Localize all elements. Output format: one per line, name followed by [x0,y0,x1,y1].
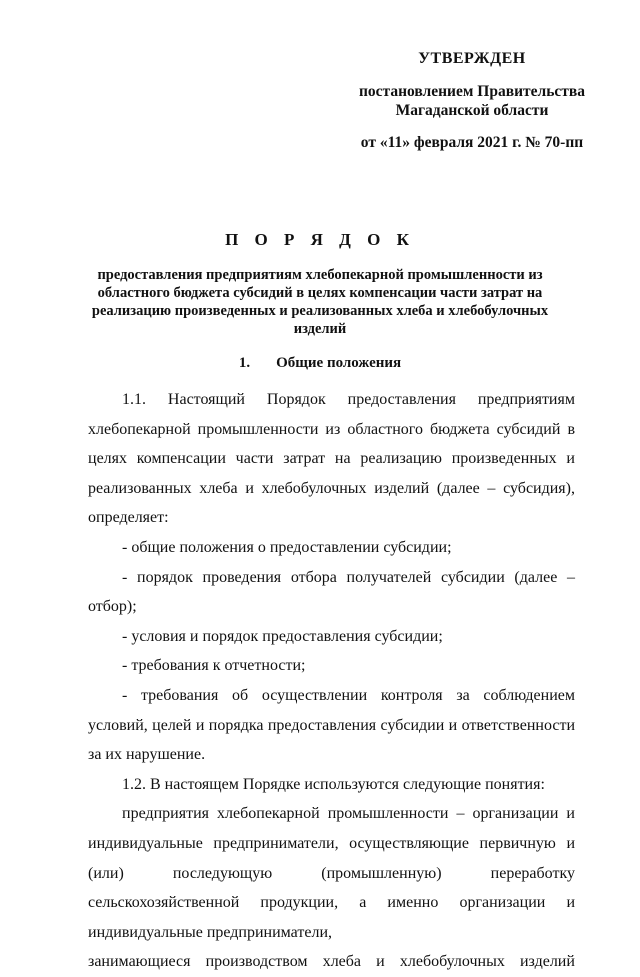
section-title: Общие положения [276,355,402,371]
paragraph-word: и [376,953,385,971]
list-item: - условия и порядок предоставления субсидии; [122,627,443,645]
paragraph-word: хлеба [322,953,362,971]
paragraph-word: занимающиеся [88,953,191,971]
paragraph-word: предоставления [347,391,456,408]
paragraph-word: 1.1. [122,391,146,408]
document-title: П О Р Я Д О К [225,230,415,249]
section-heading [0,355,640,372]
paragraph-word: Порядок [266,391,326,408]
paragraph-word: производством [205,953,308,971]
approval-block [322,49,622,152]
section-number: 1. [238,355,251,371]
paragraph-word: Настоящий [167,391,245,408]
body-text [88,385,575,977]
list-item: - общие положения о предоставлении субсидии; [122,538,452,556]
list-item: - порядок проведения отбора получателей субсидии (далее – отбор); [88,568,575,616]
definition-paragraph: предприятия хлебопекарной промышленности – организации и индивидуальные предприниматели, осуществляющие первичную и (или) последующую (промышленную) переработку сельскохозяйственной продукции, а именно организации и индивидуальные предприниматели, [88,805,575,941]
paragraph-1-1-first-line [88,385,575,415]
paragraph-1-2: 1.2. В настоящем Порядке используются следующие понятия: [122,775,545,793]
paragraph-word: предприятиям [477,391,575,408]
approval-date: от «11» февраля 2021 г. № 70-пп [360,134,584,151]
list-item: - требования к отчетности; [122,657,306,675]
paragraph-word: хлебобулочных [399,953,505,971]
document-subtitle: предоставления предприятиям хлебопекарной промышленности из областного бюджета субсидий в целях компенсации части затрат на реализацию произведенных и реализованных хлеба и хлебобулочных изделий [91,267,549,337]
list-item: - требования об осуществлении контроля за соблюдением условий, целей и порядка предоставления субсидии и ответственности за их нарушение. [88,686,575,764]
approval-title: УТВЕРЖДЕН [418,50,526,67]
paragraph-word: изделий [519,953,575,971]
paragraph-1-1-rest: хлебопекарной промышленности из областного бюджета субсидий в целях компенсации части затрат на реализацию произведенных и реализованных хлеба и хлебобулочных изделий (далее – субсидия), определяет: [88,420,575,527]
definition-last-line [88,947,575,977]
approval-body: постановлением Правительства Магаданской области [358,83,586,119]
